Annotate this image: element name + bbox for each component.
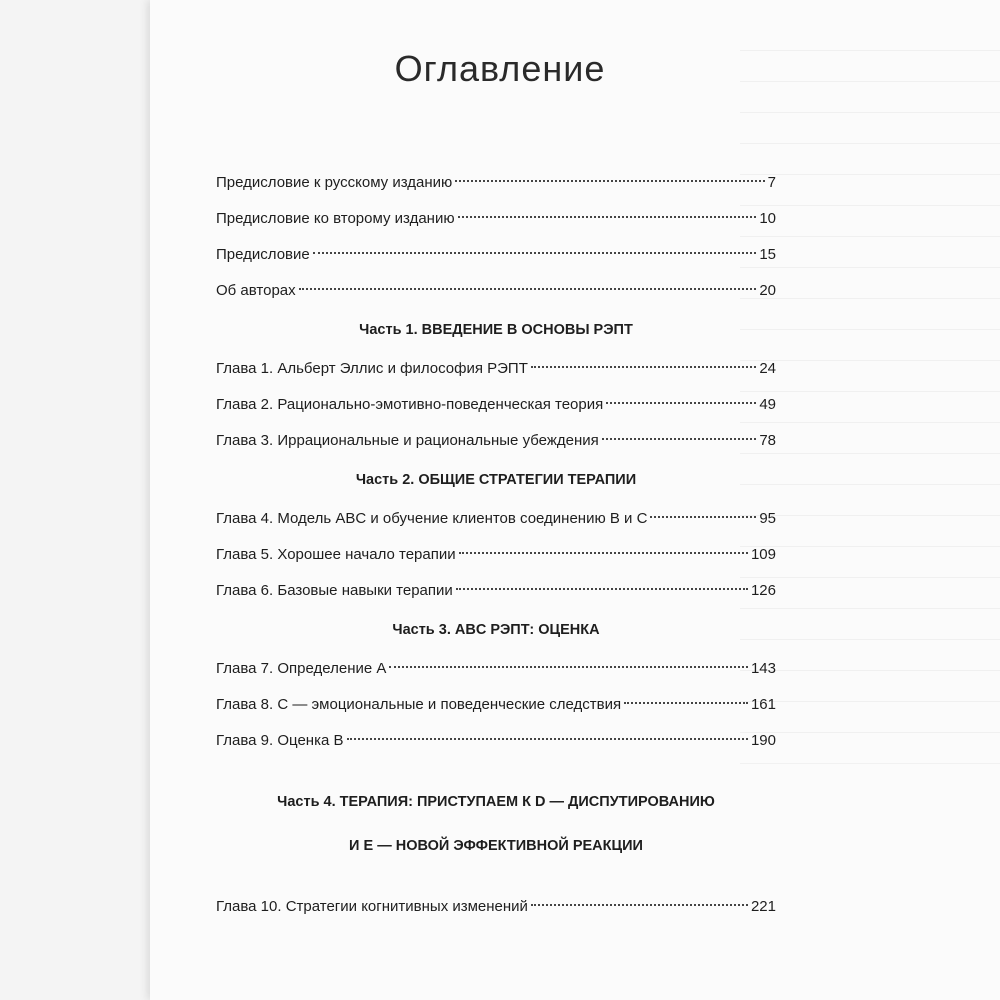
chapter-label: Глава 10. Стратегии когнитивных изменений [216,898,528,915]
chapter-page: 143 [750,660,776,677]
table-of-contents [216,165,776,925]
chapter-label: Глава 7. Определение А [216,660,387,677]
toc-chapter[interactable] [216,651,776,687]
dot-leader [456,588,748,590]
toc-entry[interactable] [216,165,776,201]
toc-chapter[interactable] [216,501,776,537]
chapter-page: 126 [750,582,776,599]
chapter-label: Глава 4. Модель ABC и обучение клиентов соединению В и С [216,510,648,527]
toc-entry-page: 20 [759,282,776,299]
toc-entry[interactable] [216,273,776,309]
dot-leader [347,738,748,740]
chapter-page: 78 [759,432,776,449]
chapter-page: 95 [759,510,776,527]
dot-leader [455,180,764,182]
dot-leader [389,666,748,668]
dot-leader [606,402,756,404]
dot-leader [313,252,757,254]
part-heading: Часть 3. ABC РЭПТ: ОЦЕНКА [392,622,600,638]
toc-chapter[interactable] [216,537,776,573]
part-heading [216,759,776,889]
dot-leader [602,438,757,440]
toc-chapter[interactable] [216,387,776,423]
chapter-page: 109 [750,546,776,563]
chapter-page: 221 [750,898,776,915]
toc-chapter[interactable] [216,351,776,387]
chapter-label: Глава 3. Иррациональные и рациональные убеждения [216,432,599,449]
dot-leader [531,904,748,906]
chapter-label: Глава 5. Хорошее начало терапии [216,546,456,563]
toc-entry[interactable] [216,201,776,237]
toc-entry-page: 7 [767,174,776,191]
chapter-label: Глава 9. Оценка В [216,732,344,749]
toc-entry-label: Об авторах [216,282,296,299]
chapter-page: 161 [750,696,776,713]
toc-chapter[interactable] [216,573,776,609]
part-heading-line: И Е — НОВОЙ ЭФФЕКТИВНОЙ РЕАКЦИИ [349,838,643,854]
dot-leader [299,288,757,290]
toc-chapter[interactable] [216,723,776,759]
page-title: Оглавление [394,48,606,89]
toc-entry-label: Предисловие [216,246,310,263]
toc-chapter[interactable] [216,687,776,723]
toc-chapter[interactable] [216,889,776,925]
chapter-page: 49 [759,396,776,413]
toc-entry-page: 10 [759,210,776,227]
chapter-label: Глава 1. Альберт Эллис и философия РЭПТ [216,360,528,377]
chapter-page: 24 [759,360,776,377]
dot-leader [459,552,748,554]
toc-entry-page: 15 [759,246,776,263]
toc-entry-label: Предисловие ко второму изданию [216,210,455,227]
chapter-label: Глава 8. С — эмоциональные и поведенческие следствия [216,696,622,713]
part-heading: Часть 2. ОБЩИЕ СТРАТЕГИИ ТЕРАПИИ [355,472,637,488]
dot-leader [624,702,748,704]
part-heading: Часть 1. ВВЕДЕНИЕ В ОСНОВЫ РЭПТ [359,322,633,338]
chapter-label: Глава 6. Базовые навыки терапии [216,582,453,599]
toc-entry[interactable] [216,237,776,273]
toc-entry-label: Предисловие к русскому изданию [216,174,453,191]
part-heading-line: Часть 4. ТЕРАПИЯ: ПРИСТУПАЕМ К D — ДИСПУТИРОВАНИЮ [277,794,715,810]
dot-leader [531,366,756,368]
dot-leader [458,216,757,218]
dot-leader [650,516,756,518]
chapter-page: 190 [750,732,776,749]
toc-chapter[interactable] [216,423,776,459]
chapter-label: Глава 2. Рационально-эмотивно-поведенческая теория [216,396,604,413]
